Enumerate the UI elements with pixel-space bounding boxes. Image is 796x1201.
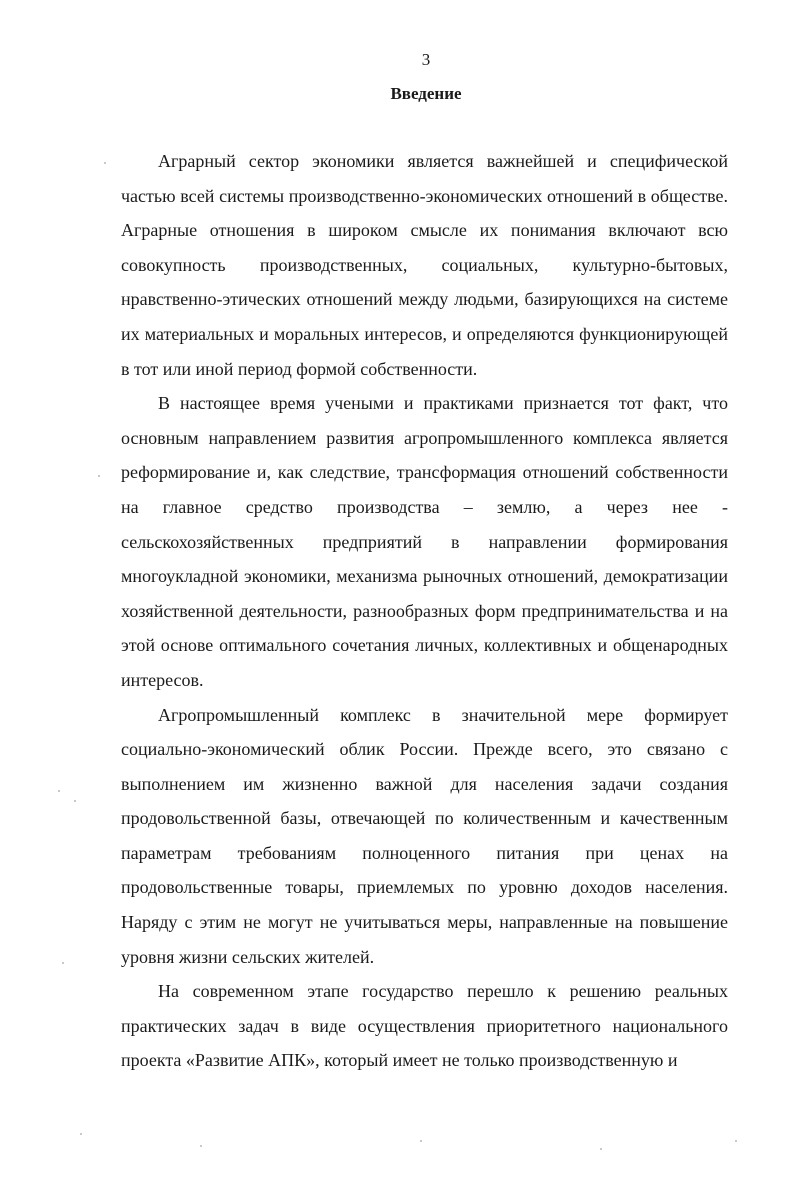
section-heading: Введение: [390, 84, 462, 103]
scan-speck: [735, 1140, 737, 1142]
scan-speck: [420, 1140, 422, 1142]
scan-speck: [80, 1133, 82, 1135]
paragraph-1: Аграрный сектор экономики является важнейшей и специфической частью всей системы производственно-экономических отношений в обществе. Аграрные отношения в широком смысле их понимания включают всю совокупность производственных, социальных, культурно-бытовых, нравственно-этических отношений между людьми, базирующихся на системе их материальных и моральных интересов, и определяются функционирующей в тот или иной период формой собственности.: [121, 151, 728, 379]
paragraph-4: На современном этапе государство перешло к решению реальных практических задач в виде осуществления приоритетного национального проекта «Развитие АПК», который имеет не только производственную и: [121, 981, 728, 1071]
body-text: [121, 144, 728, 1078]
paragraph-2: В настоящее время учеными и практиками признается тот факт, что основным направлением развития агропромышленного комплекса является реформирование и, как следствие, трансформация отношений собственности на главное средство производства – землю, а через нее - сельскохозяйственных предприятий в направлении формирования многоукладной экономики, механизма рыночных отношений, демократизации хозяйственной деятельности, разнообразных форм предпринимательства и на этой основе оптимального сочетания личных, коллективных и общенародных интересов.: [121, 393, 728, 690]
scan-speck: [74, 800, 76, 802]
scan-speck: [58, 790, 60, 792]
scan-speck: [200, 1145, 202, 1147]
scan-speck: [62, 962, 64, 964]
scan-speck: [600, 1148, 602, 1150]
page-number: 3: [421, 50, 431, 69]
scan-speck: [104, 162, 106, 164]
scan-speck: [98, 475, 100, 477]
paragraph-3: Агропромышленный комплекс в значительной мере формирует социально-экономический облик России. Прежде всего, это связано с выполнением им жизненно важной для населения задачи создания продовольственной базы, отвечающей по количественным и качественным параметрам требованиям полноценного питания при ценах на продовольственные товары, приемлемых по уровню доходов населения. Наряду с этим не могут не учитываться меры, направленные на повышение уровня жизни сельских жителей.: [121, 704, 728, 967]
